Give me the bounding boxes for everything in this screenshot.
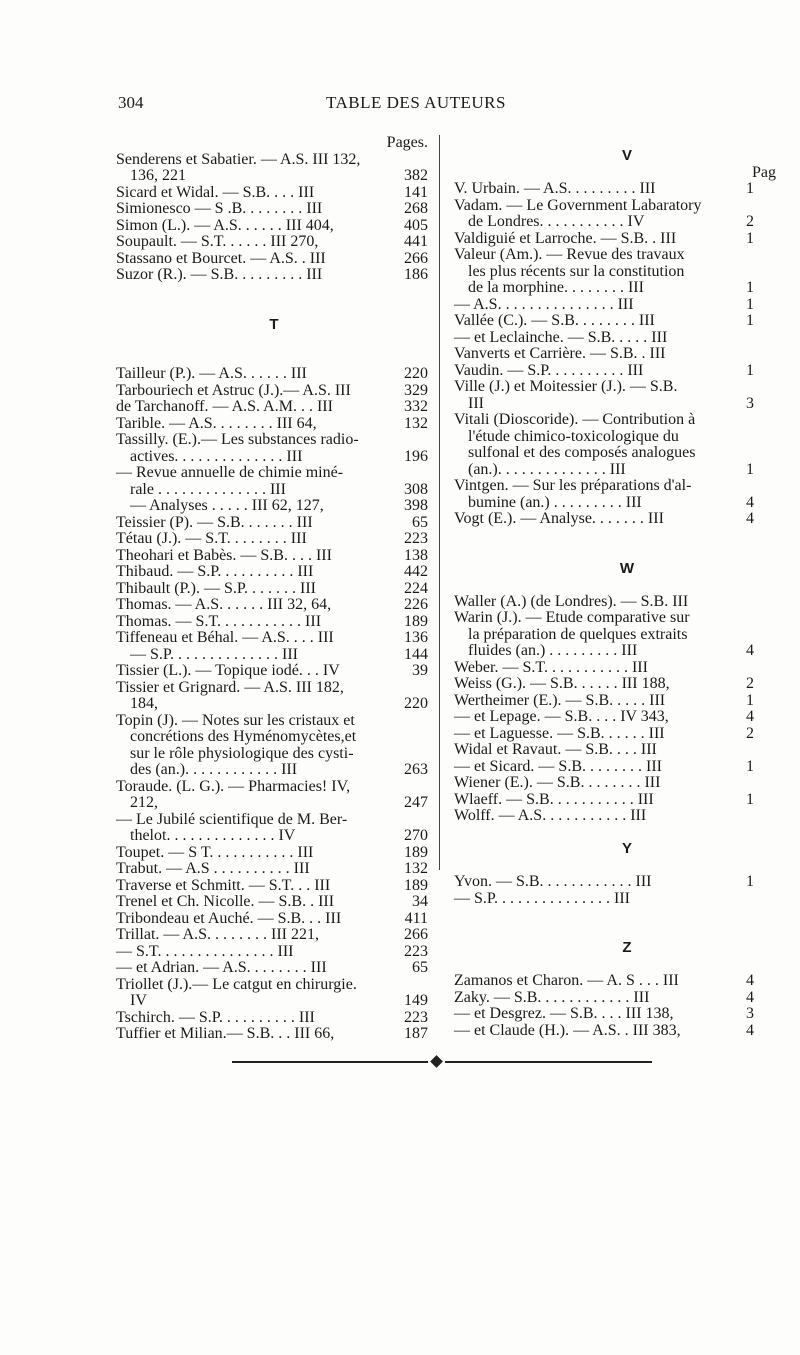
index-entry [116,762,432,779]
entry-text: V. Urbain. — A.S. . . . . . . . . III [454,180,656,197]
entry-page: 132 [404,414,428,432]
entry-page: 247 [404,794,428,811]
entry-text: Tschirch. — S.P. . . . . . . . . . III [116,1008,315,1026]
index-entry [454,1006,800,1023]
entry-text: Trabut. — A.S . . . . . . . . . . III [116,860,310,877]
index-entry [454,1023,800,1040]
index-entry [454,313,800,330]
pages-label-row [116,135,432,152]
index-entry [116,960,432,977]
index-entry [116,267,432,284]
entry-page: 39 [412,662,428,679]
index-entry [116,795,432,812]
entry-text: sulfonal et des composés analogues [468,444,696,461]
index-entry [454,379,800,396]
section-letter: Z [622,939,632,956]
index-entry [454,297,800,314]
index-entry [454,610,800,627]
entry-page: 1 [746,295,754,313]
index-entry [116,977,432,994]
entry-text: Trillat. — A.S. . . . . . . . III 221, [116,926,319,943]
entry-page: 187 [404,1025,428,1042]
index-entry [454,660,800,677]
index-entry [116,185,432,202]
entry-page: 1 [746,757,754,775]
entry-page: 65 [412,959,428,976]
index-entry [454,198,800,215]
index-entry [454,627,800,644]
pages-label: Pag [752,163,776,181]
entry-text: — et Leclainche. — S.B. . . . . III [454,328,668,346]
index-entry [454,214,800,231]
entry-text: — et Lepage. — S.B. . . . IV 343, [454,708,669,725]
entry-text: Vallée (C.). — S.B. . . . . . . . III [454,312,655,329]
section-letter: V [621,147,632,164]
entry-text: Widal et Ravaut. — S.B. . . . III [454,741,657,758]
index-entry [116,168,432,185]
entry-page: 189 [404,843,428,861]
entry-text: Wiener (E.). — S.B. . . . . . . . III [454,774,661,791]
entry-page: 398 [404,497,428,514]
entry-text: Triollet (J.).— Le catgut en chirurgie. [116,975,357,993]
entry-text: de Londres. . . . . . . . . . . IV [468,213,645,230]
index-entry [454,792,800,809]
entry-text: Thibault (P.). — S.P. . . . . . . III [116,579,316,597]
entry-page: 441 [404,233,428,250]
diamond-ornament-icon [430,1055,443,1068]
entry-page: 2 [746,675,754,692]
index-entry [116,845,432,862]
entry-text: Tissier et Grignard. — A.S. III 182, [116,678,344,696]
entry-page: 1 [746,279,754,296]
page-number: 304 [118,93,144,112]
entry-page: 220 [404,365,428,382]
entry-page: 223 [404,530,428,547]
index-entry [454,676,800,693]
entry-text: Zaky. — S.B. . . . . . . . . . . . III [454,988,650,1006]
blank-line [116,300,432,317]
index-entry [116,911,432,928]
index-entry [116,696,432,713]
entry-text: 184, [130,695,158,712]
index-entry [454,346,800,363]
entry-text: Toupet. — S T. . . . . . . . . . . III [116,843,314,861]
index-entry [116,515,432,532]
index-entry [116,779,432,796]
index-entry [454,775,800,792]
index-entry [116,894,432,911]
entry-text: — Le Jubilé scientifique de M. Ber- [116,810,348,828]
entry-text: Wlaeff. — S.B. . . . . . . . . . . III [454,790,654,808]
index-entry [454,511,800,528]
entry-text: — S.T. . . . . . . . . . . . . . . III [116,942,294,960]
index-entry [454,445,800,462]
entry-text: — S.P. . . . . . . . . . . . . . III [130,645,299,663]
index-entry [116,218,432,235]
entry-text: — et Desgrez. — S.B. . . . III 138, [454,1005,674,1022]
entry-text: Weber. — S.T. . . . . . . . . . . III [454,658,648,676]
index-entry [454,759,800,776]
entry-page: 149 [404,992,428,1009]
entry-text: Suzor (R.). — S.B. . . . . . . . . III [116,266,323,283]
entry-text: (an.). . . . . . . . . . . . . . III [468,460,626,478]
index-entry [454,181,800,198]
entry-text: Warin (J.). — Etude comparative sur [454,609,690,626]
index-entry [116,746,432,763]
index-entry [454,990,800,1007]
index-entry [454,709,800,726]
index-entry [454,808,800,825]
entry-text: Simon (L.). — A.S. . . . . . III 404, [116,216,334,234]
entry-text: Senderens et Sabatier. — A.S. III 132, [116,150,361,168]
index-entry [116,614,432,631]
index-entry [116,680,432,697]
entry-page: 268 [404,200,428,217]
entry-text: concrétions des Hyménomycètes,et [130,728,357,745]
index-entry [116,399,432,416]
index-entry [116,729,432,746]
entry-text: — et Sicard. — S.B. . . . . . . . III [454,757,662,775]
index-entry [116,548,432,565]
entry-page: 1 [746,691,754,709]
blank-line [454,907,800,924]
index-entry [454,363,800,380]
index-entry [116,449,432,466]
entry-page: 223 [404,1008,428,1026]
entry-page: 1 [746,361,754,379]
entry-page: 1 [746,460,754,478]
entry-page: 224 [404,579,428,597]
entry-text: bumine (an.) . . . . . . . . . III [468,493,642,511]
pages-label: Pages. [386,134,428,151]
index-entry [116,993,432,1010]
entry-page: 65 [412,513,428,531]
index-entry [116,927,432,944]
right-column [454,147,800,1039]
entry-text: — Revue annuelle de chimie miné- [116,464,344,481]
blank-line [454,825,800,842]
index-entry [116,597,432,614]
index-entry [116,812,432,829]
index-entry [116,482,432,499]
entry-text: Vadam. — Le Government Labaratory [454,196,702,214]
entry-text: Vogt (E.). — Analyse. . . . . . . III [454,510,664,527]
entry-page: 226 [404,596,428,613]
index-entry [116,432,432,449]
index-entry [116,564,432,581]
pages-label-row [454,165,800,182]
entry-page: 141 [404,183,428,201]
entry-page: 34 [412,893,428,910]
blank-line [116,333,432,350]
entry-text: Waller (A.) (de Londres). — S.B. III [454,592,689,610]
index-entry [454,264,800,281]
index-entry [454,643,800,660]
entry-text: Theohari et Babès. — S.B. . . . III [116,546,332,564]
entry-text: — et Laguesse. — S.B. . . . . . III [454,724,665,742]
blank-line [454,528,800,545]
index-entry [454,231,800,248]
entry-text: Zamanos et Charon. — A. S . . . III [454,972,679,989]
entry-page: 266 [404,249,428,267]
entry-text: Tassilly. (E.).— Les substances radio- [116,431,359,448]
entry-text: Simionesco — S .B. . . . . . . . III [116,200,323,217]
entry-text: Wertheimer (E.). — S.B. . . . . III [454,691,666,709]
index-entry [454,330,800,347]
ornament-line-right [445,1061,652,1063]
entry-text: — et Adrian. — A.S. . . . . . . . III [116,959,327,976]
index-entry [116,251,432,268]
index-entry [454,462,800,479]
entry-text: Tiffeneau et Béhal. — A.S. . . . III [116,629,334,646]
index-entry [454,429,800,446]
entry-page: 138 [404,546,428,564]
entry-text: III [468,394,484,412]
entry-text: Topin (J). — Notes sur les cristaux et [116,711,355,729]
entry-page: 382 [404,167,428,184]
index-entry [116,663,432,680]
entry-page: 442 [404,563,428,580]
section-letter: Y [621,840,632,857]
entry-page: 4 [746,493,754,511]
index-entry [454,891,800,908]
entry-text: Thomas. — S.T. . . . . . . . . . . III [116,612,322,630]
entry-text: Soupault. — S.T. . . . . . III 270, [116,233,319,250]
entry-page: 266 [404,926,428,943]
entry-text: actives. . . . . . . . . . . . . . III [130,447,303,465]
entry-page: 3 [746,394,754,412]
entry-page: 405 [404,216,428,234]
entry-text: thelot. . . . . . . . . . . . . . IV [130,827,296,844]
entry-page: 132 [404,860,428,877]
entry-text: Traverse et Schmitt. — S.T. . . III [116,876,331,894]
entry-text: — et Claude (H.). — A.S. . III 383, [454,1021,681,1039]
entry-text: Thomas. — A.S. . . . . . III 32, 64, [116,596,332,613]
page-title: TABLE DES AUTEURS [326,93,506,112]
entry-text: Vitali (Dioscoride). — Contribution à [454,411,696,428]
entry-text: 136, 221 [130,167,186,184]
entry-page: 1 [746,312,754,329]
entry-text: Tarible. — A.S. . . . . . . . III 64, [116,414,317,432]
entry-text: Teissier (P). — S.B. . . . . . . III [116,513,313,531]
blank-line [116,284,432,301]
section-letter: W [619,559,635,577]
index-entry [454,973,800,990]
entry-page: 4 [746,510,754,527]
page-header [0,93,800,117]
index-entry [116,1026,432,1043]
index-entry [116,1010,432,1027]
index-entry [454,742,800,759]
index-entry [454,594,800,611]
index-entry [454,247,800,264]
entry-page: 2 [746,724,754,742]
index-entry [454,478,800,495]
index-entry [116,234,432,251]
entry-page: 189 [404,612,428,630]
entry-text: IV [130,992,147,1009]
entry-page: 308 [404,480,428,498]
index-entry [116,383,432,400]
entry-text: 212, [130,794,158,811]
entry-text: les plus récents sur la constitution [468,262,685,280]
entry-text: l'étude chimico-toxicologique du [468,427,679,445]
entry-text: Vintgen. — Sur les préparations d'al- [454,477,692,494]
entry-text: — Analyses . . . . . III 62, 127, [130,497,324,514]
index-entry [116,152,432,169]
entry-page: 1 [746,790,754,808]
entry-page: 144 [404,645,428,663]
column-divider [439,135,440,870]
entry-text: Vanverts et Carrière. — S.B. . III [454,345,666,362]
index-entry [454,396,800,413]
entry-page: 411 [404,909,428,927]
entry-text: — S.P. . . . . . . . . . . . . . . III [454,889,631,907]
entry-text: Tissier (L.). — Topique iodé. . . IV [116,662,340,679]
index-entry [454,726,800,743]
entry-page: 329 [404,381,428,399]
entry-text: Yvon. — S.B. . . . . . . . . . . . III [454,873,652,890]
entry-page: 4 [746,708,754,725]
entry-text: la préparation de quelques extraits [468,625,688,643]
entry-text: Trenel et Ch. Nicolle. — S.B. . III [116,893,335,910]
blank-line [454,924,800,941]
ornament-line-left [232,1061,428,1063]
entry-page: 1 [746,180,754,197]
blank-line [454,577,800,594]
entry-text: fluides (an.) . . . . . . . . . III [468,642,638,659]
entry-page: 189 [404,876,428,894]
entry-page: 4 [746,972,754,989]
entry-text: de la morphine. . . . . . . . III [468,279,644,296]
entry-text: des (an.). . . . . . . . . . . . III [130,761,298,778]
entry-text: Wolff. — A.S. . . . . . . . . . . III [454,807,647,824]
entry-text: Valeur (Am.). — Revue des travaux [454,246,685,263]
entry-page: 3 [746,1005,754,1022]
entry-text: Sicard et Widal. — S.B. . . . III [116,183,315,201]
index-entry [116,498,432,515]
entry-page: 270 [404,827,428,844]
entry-text: sur le rôle physiologique des cysti- [130,744,354,762]
index-entry [116,878,432,895]
entry-page: 4 [746,642,754,659]
entry-text: Tétau (J.). — S.T. . . . . . . . III [116,530,307,547]
entry-text: — A.S. . . . . . . . . . . . . . . III [454,295,634,313]
index-entry [454,412,800,429]
index-entry [116,366,432,383]
blank-line [454,544,800,561]
blank-line [454,858,800,875]
index-entry [116,581,432,598]
index-entry [116,828,432,845]
entry-text: Tailleur (P.). — A.S. . . . . . III [116,365,307,382]
blank-line [454,957,800,974]
index-entry [116,647,432,664]
entry-text: de Tarchanoff. — A.S. A.M. . . III [116,398,333,415]
blank-line [116,350,432,367]
section-letter: T [269,315,279,333]
entry-text: Tribondeau et Auché. — S.B. . . III [116,909,342,927]
index-entry [116,465,432,482]
entry-page: 223 [404,942,428,960]
entry-text: Valdiguié et Larroche. — S.B. . III [454,229,677,247]
entry-text: Stassano et Bourcet. — A.S. . III [116,249,326,267]
index-entry [116,944,432,961]
entry-page: 220 [404,695,428,712]
entry-page: 4 [746,1021,754,1039]
entry-page: 4 [746,988,754,1006]
index-entry [454,495,800,512]
index-entry [454,280,800,297]
index-entry [116,713,432,730]
entry-text: Tarbouriech et Astruc (J.).— A.S. III [116,381,351,399]
entry-text: rale . . . . . . . . . . . . . . III [130,480,286,498]
entry-text: Vaudin. — S.P. . . . . . . . . . III [454,361,644,379]
index-entry [116,630,432,647]
entry-page: 332 [404,398,428,415]
entry-page: 1 [746,229,754,247]
entry-text: Thibaud. — S.P. . . . . . . . . . III [116,563,314,580]
left-column [116,135,432,1043]
entry-page: 1 [746,873,754,890]
entry-page: 196 [404,447,428,465]
end-ornament [232,1057,652,1067]
entry-page: 2 [746,213,754,230]
entry-page: 186 [404,266,428,283]
entry-page: 136 [404,629,428,646]
entry-text: Tuffier et Milian.— S.B. . . III 66, [116,1025,335,1042]
index-entry [116,416,432,433]
entry-text: Weiss (G.). — S.B. . . . . . III 188, [454,675,670,692]
entry-page: 263 [404,761,428,778]
entry-text: Toraude. (L. G.). — Pharmacies! IV, [116,777,351,795]
index-entry [116,201,432,218]
index-entry [116,861,432,878]
entry-text: Ville (J.) et Moitessier (J.). — S.B. [454,378,678,395]
index-entry [454,874,800,891]
index-entry [454,693,800,710]
index-entry [116,531,432,548]
